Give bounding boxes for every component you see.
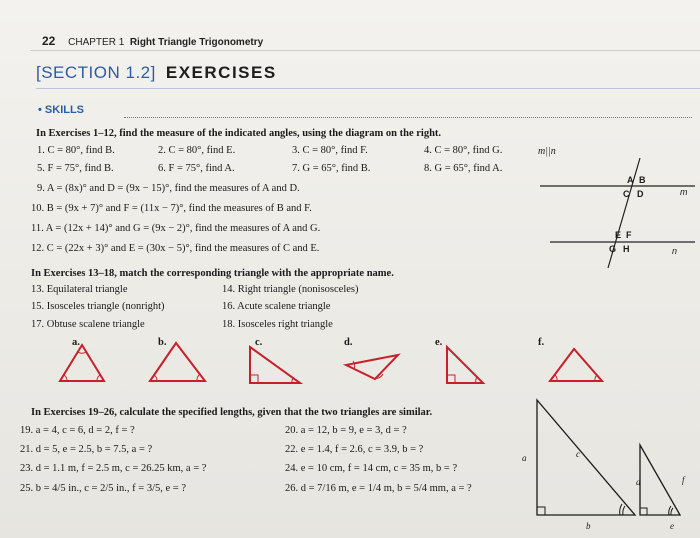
line-label-m: m [680,187,688,197]
section-rule [36,88,700,89]
exercise-26: 26. d = 7/16 m, e = 1/4 m, b = 5/4 mm, a = ? [285,483,472,494]
angle-label-h: H [623,244,630,254]
exercise-8: 8. G = 65°, find A. [424,163,503,174]
angle-label-f: F [626,230,632,240]
exercise-15: 15. Isosceles triangle (nonright) [31,301,165,312]
line-label-n: n [672,246,678,256]
triangle-label-e: e. [435,337,443,348]
chapter-label: CHAPTER 1 [68,37,125,48]
exercise-25: 25. b = 4/5 in., c = 2/5 in., f = 3/5, e = ? [20,483,187,494]
page-header [42,34,263,48]
section-label: [SECTION 1.2] [36,63,156,82]
angle-label-a: A [627,175,634,185]
chapter-title: Right Triangle Trigonometry [129,37,264,48]
exercise-1: 1. C = 80°, find B. [37,145,115,156]
angle-label-e: E [615,230,622,240]
exercise-17: 17. Obtuse scalene triangle [31,319,145,330]
triangle-label-b: b. [158,337,167,348]
exercise-6: 6. F = 75°, find A. [158,163,235,174]
skills-label: • SKILLS [38,104,85,116]
exercise-14: 14. Right triangle (nonisosceles) [222,284,359,295]
side-label-b: b [586,521,591,531]
exercise-20: 20. a = 12, b = 9, e = 3, d = ? [285,425,407,436]
similar-triangles [515,385,700,535]
triangle-label-a: a. [72,337,80,348]
section-heading [36,63,277,83]
exercise-4: 4. C = 80°, find G. [424,145,503,156]
angle-label-c: C [623,189,630,199]
exercise-5: 5. F = 75°, find B. [37,163,114,174]
exercises-heading: EXERCISES [165,63,277,82]
exercise-3: 3. C = 80°, find F. [292,145,368,156]
triangle-label-d: d. [344,337,353,348]
triangle-label-c: c. [255,337,263,348]
exercise-22: 22. e = 1.4, f = 2.6, c = 3.9, b = ? [285,444,424,455]
instructions-1-12: In Exercises 1–12, find the measure of the indicated angles, using the diagram on the right. [36,128,442,139]
exercise-16: 16. Acute scalene triangle [222,301,331,312]
side-label-e: e [670,521,674,531]
exercise-2: 2. C = 80°, find E. [158,145,236,156]
exercise-19: 19. a = 4, c = 6, d = 2, f = ? [20,425,135,436]
skills-rule [124,117,692,118]
exercise-11: 11. A = (12x + 14)° and G = (9x − 2)°, find the measures of A and G. [31,223,321,234]
header-rule [30,50,700,51]
exercise-9: 9. A = (8x)° and D = (9x − 15)°, find the measures of A and D. [37,183,300,194]
page-number: 22 [42,34,56,48]
exercise-21: 21. d = 5, e = 2.5, b = 7.5, a = ? [20,444,153,455]
side-label-c: c [576,449,580,459]
side-label-a: a [522,453,527,463]
side-label-d: d [636,477,641,487]
exercise-24: 24. e = 10 cm, f = 14 cm, c = 35 m, b = ? [285,463,458,474]
side-label-f: f [682,475,685,485]
exercise-18: 18. Isosceles right triangle [222,319,333,330]
triangle-label-f: f. [538,337,545,348]
angle-label-b: B [639,175,646,185]
angle-label-d: D [637,189,644,199]
exercise-12: 12. C = (22x + 3)° and E = (30x − 5)°, find the measures of C and E. [31,243,320,254]
parallel-note: m||n [538,146,556,157]
exercise-23: 23. d = 1.1 m, f = 2.5 m, c = 26.25 km, a = ? [20,463,207,474]
exercise-7: 7. G = 65°, find B. [292,163,371,174]
exercise-13: 13. Equilateral triangle [31,284,128,295]
instructions-19-26: In Exercises 19–26, calculate the specified lengths, given that the two triangles are similar. [31,407,433,418]
angle-label-g: G [609,244,617,254]
instructions-13-18: In Exercises 13–18, match the corresponding triangle with the appropriate name. [31,268,394,279]
exercise-10: 10. B = (9x + 7)° and F = (11x − 7)°, find the measures of B and F. [31,203,312,214]
